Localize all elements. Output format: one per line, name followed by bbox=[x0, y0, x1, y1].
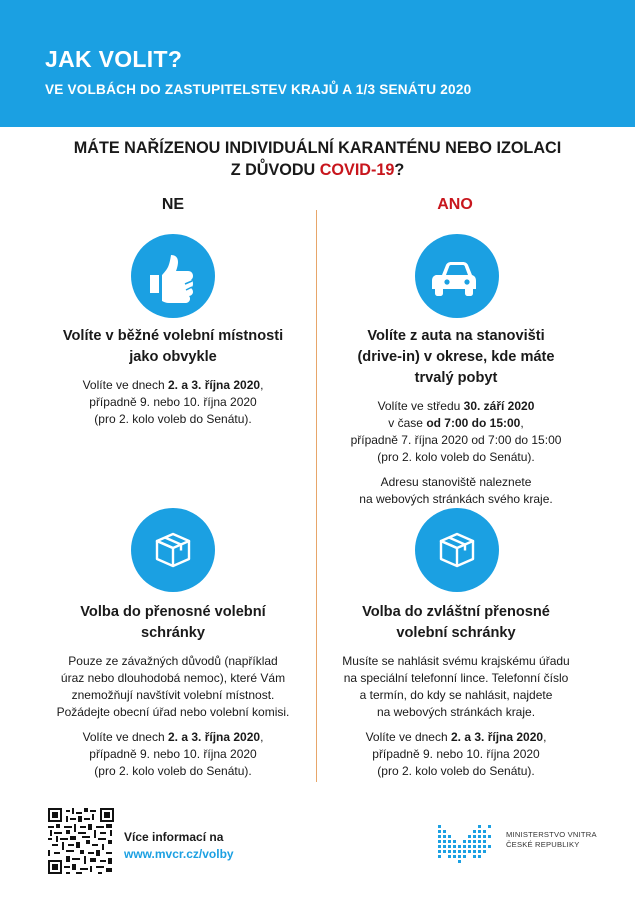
ne-regular-voting bbox=[20, 326, 326, 428]
text-line: případně 7. října 2020 od 7:00 do 15:00 bbox=[350, 433, 562, 447]
text-line: a termín, do kdy se nahlásit, najdete bbox=[359, 688, 553, 702]
text-line bbox=[20, 377, 326, 394]
text-line: Musíte se nahlásit svému krajskému úřadu bbox=[342, 654, 570, 668]
text-line: případně 9. nebo 10. října 2020 bbox=[89, 747, 257, 761]
ne-top-text bbox=[20, 377, 326, 428]
text-line: (pro 2. kolo voleb do Senátu). bbox=[94, 764, 252, 778]
ano-top-text bbox=[306, 398, 606, 508]
text-span: Volíte ve dnech bbox=[82, 378, 168, 392]
heading-line: jako obvykle bbox=[129, 349, 217, 365]
text-line: (pro 2. kolo voleb do Senátu). bbox=[377, 764, 535, 778]
ne-bottom-text bbox=[20, 653, 326, 780]
text-span: Volíte ve dnech bbox=[82, 730, 168, 744]
mvcr-logo-icon bbox=[438, 823, 498, 870]
text-line: (pro 2. kolo voleb do Senátu). bbox=[377, 450, 535, 464]
page-subtitle: VE VOLBÁCH DO ZASTUPITELSTEV KRAJŮ A 1/3 SENÁTU 2020 bbox=[45, 82, 472, 97]
text-line: na speciální telefonní lince. Telefonní číslo bbox=[343, 671, 569, 685]
date-bold: 2. a 3. října 2020 bbox=[168, 730, 261, 744]
heading-line: volební schránky bbox=[396, 625, 516, 641]
text-span: , bbox=[260, 378, 264, 392]
heading-line: (drive-in) v okrese, kde máte bbox=[357, 349, 555, 365]
box-icon bbox=[131, 508, 215, 592]
heading-line: Volba do zvláštní přenosné bbox=[362, 604, 550, 620]
text-line: úraz nebo dlouhodobá nemoc), které Vám bbox=[60, 671, 286, 685]
thumbs-up-icon bbox=[131, 234, 215, 318]
text-line bbox=[306, 729, 606, 746]
logo-line: MINISTERSTVO VNITRA bbox=[506, 830, 597, 839]
ano-bottom-heading bbox=[306, 602, 606, 644]
header-banner bbox=[0, 0, 635, 127]
question-mark: ? bbox=[394, 161, 405, 179]
text-span: , bbox=[543, 730, 547, 744]
text-line: na webových stránkách svého kraje. bbox=[359, 492, 553, 506]
text-line bbox=[20, 729, 326, 746]
text-line: Adresu stanoviště naleznete bbox=[380, 475, 532, 489]
time-bold: od 7:00 do 15:00 bbox=[426, 416, 521, 430]
text-line: na webových stránkách kraje. bbox=[376, 705, 536, 719]
text-span: v čase bbox=[388, 416, 427, 430]
date-bold: 2. a 3. října 2020 bbox=[451, 730, 544, 744]
heading-line: Volíte z auta na stanovišti bbox=[367, 328, 545, 344]
ano-drive-in-voting bbox=[306, 326, 606, 508]
heading-line: Volba do přenosné volební bbox=[80, 604, 266, 620]
mvcr-logo-text bbox=[506, 830, 597, 850]
ne-bottom-heading bbox=[20, 602, 326, 644]
qr-code-icon[interactable] bbox=[48, 808, 114, 874]
text-span: , bbox=[260, 730, 264, 744]
question bbox=[0, 137, 635, 181]
question-line-1: MÁTE NAŘÍZENOU INDIVIDUÁLNÍ KARANTÉNU NEBO IZOLACI bbox=[73, 139, 562, 157]
text-line: případně 9. nebo 10. října 2020 bbox=[372, 747, 540, 761]
ano-bottom-text bbox=[306, 653, 606, 780]
column-heading-ne: NE bbox=[161, 196, 185, 213]
logo-line: ČESKÉ REPUBLIKY bbox=[506, 840, 580, 849]
question-text: Z DŮVODU bbox=[230, 161, 320, 179]
heading-line: schránky bbox=[140, 625, 206, 641]
heading-line: Volíte v běžné volební místnosti bbox=[62, 328, 284, 344]
ano-special-portable-box bbox=[306, 602, 606, 780]
date-bold: 30. září 2020 bbox=[463, 399, 535, 413]
ne-top-heading bbox=[20, 326, 326, 368]
date-bold: 2. a 3. října 2020 bbox=[168, 378, 261, 392]
more-info-label: Více informací na bbox=[124, 830, 224, 844]
text-span: Volíte ve dnech bbox=[365, 730, 451, 744]
page-title: JAK VOLIT? bbox=[45, 46, 183, 72]
text-line: případně 9. nebo 10. října 2020 bbox=[89, 395, 257, 409]
footer-more-info bbox=[124, 829, 234, 863]
covid-highlight: COVID-19 bbox=[319, 161, 395, 179]
ano-top-heading bbox=[306, 326, 606, 389]
more-info-link[interactable]: www.mvcr.cz/volby bbox=[124, 847, 234, 861]
column-heading-ano: ANO bbox=[437, 196, 473, 213]
box-icon bbox=[415, 508, 499, 592]
ne-portable-box bbox=[20, 602, 326, 780]
text-line: Pouze ze závažných důvodů (například bbox=[68, 654, 278, 668]
text-line: znemožňují navštívit volební místnost. bbox=[71, 688, 275, 702]
question-line-2 bbox=[0, 159, 635, 181]
text-span: , bbox=[520, 416, 524, 430]
text-line bbox=[306, 398, 606, 415]
text-line: (pro 2. kolo voleb do Senátu). bbox=[94, 412, 252, 426]
car-icon bbox=[415, 234, 499, 318]
text-line bbox=[306, 415, 606, 432]
text-span: Volíte ve středu bbox=[377, 399, 464, 413]
text-line: Požádejte obecní úřad nebo volební komisi. bbox=[56, 705, 290, 719]
heading-line: trvalý pobyt bbox=[414, 370, 498, 386]
